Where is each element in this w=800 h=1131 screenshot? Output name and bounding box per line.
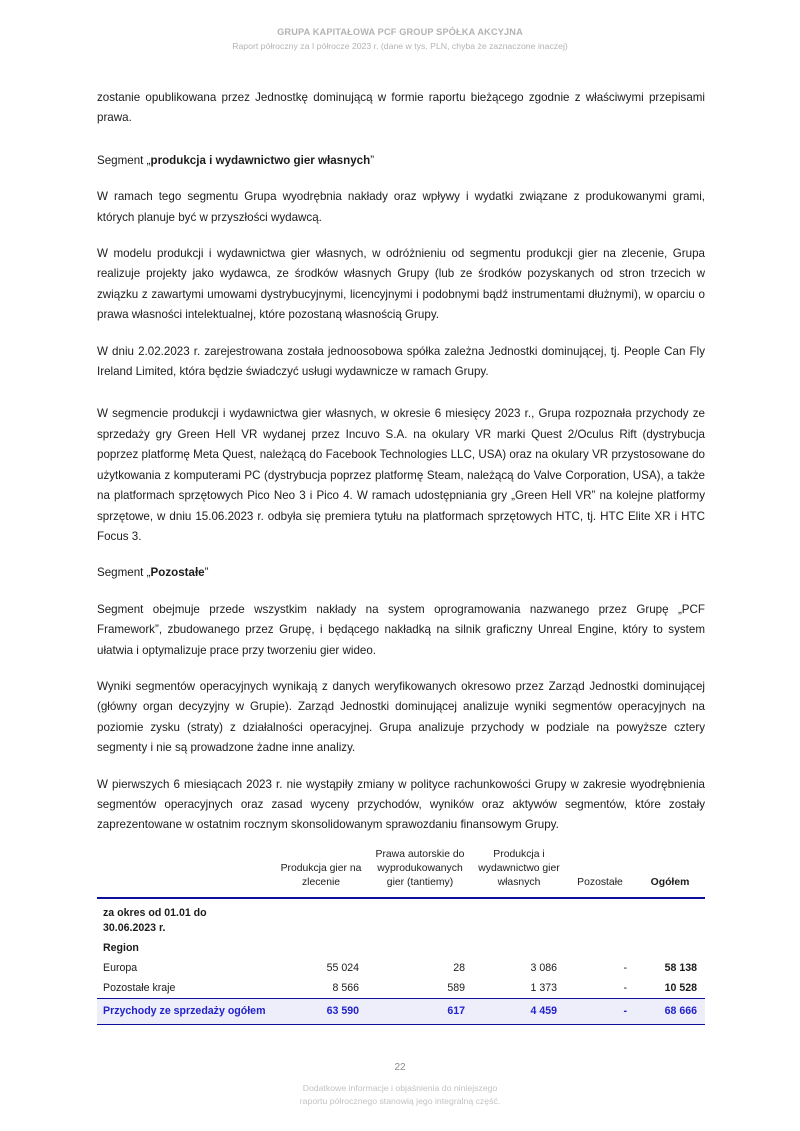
paragraph-subsidiary-registration: W dniu 2.02.2023 r. zarejestrowana została jednoosobowa spółka zależna Jednostki dominującej, tj. People Can Fly Ireland Limited, która będzie świadczyć usługi wydawnicze w ramach Grupy. bbox=[97, 344, 705, 379]
region-label: Region bbox=[103, 941, 139, 954]
cell-europe-total: 58 138 bbox=[664, 962, 697, 975]
paragraph-segment-scope: W ramach tego segmentu Grupa wyodrębnia nakłady oraz wpływy i wydatki związane z produkowanymi grami, których planuje być w przyszłości wydawcą. bbox=[97, 190, 705, 224]
column-header-own-games: Produkcja i wydawnictwo gier własnych bbox=[478, 849, 560, 889]
page-number: 22 bbox=[394, 1062, 406, 1073]
cell-europe-royalties: 28 bbox=[453, 962, 465, 975]
cell-europe-own-games: 3 086 bbox=[530, 962, 557, 975]
table-row-period bbox=[97, 898, 705, 939]
cell-europe-other: - bbox=[623, 962, 627, 975]
table-row-total bbox=[97, 999, 705, 1025]
period-label bbox=[97, 898, 275, 939]
header-report-subtitle: Raport półroczny za I półrocze 2023 r. (dane w tys. PLN, chyba że zaznaczone inaczej) bbox=[232, 41, 568, 51]
segment-heading-other-prefix: Segment „ bbox=[97, 566, 151, 580]
cell-total-other: - bbox=[565, 999, 635, 1025]
segment-heading-other-suffix: ” bbox=[204, 566, 209, 580]
paragraph-publishing-model: W modelu produkcji i wydawnictwa gier własnych, w odróżnieniu od segmentu produkcji gier na zlecenie, Grupa realizuje projekty jako wydawca, ze środków własnych Grupy (lub ze środków pozyskanych od stron trzecich w związku z zawartymi umowami dystrybucyjnymi, licencyjnymi i podobnymi bądź instrumentami dłużnymi), w oparciu o prawa własności intelektualnej, które pozostaną własnością Grupy. bbox=[97, 247, 705, 322]
period-label-line2: 30.06.2023 r. bbox=[103, 922, 166, 935]
region-spacer-5 bbox=[635, 939, 705, 960]
region-spacer-2 bbox=[367, 939, 473, 960]
cell-other-countries-contract: 8 566 bbox=[332, 981, 359, 994]
region-spacer-4 bbox=[565, 939, 635, 960]
period-spacer-2 bbox=[367, 898, 473, 939]
paragraph-pcf-framework: Segment obejmuje przede wszystkim nakłady na system oprogramowania nazwanego przez Grupę „PCF Framework”, zbudowanego przez Grupę, i będącego nakładką na silnik graficzny Unreal Engine, który to system ułatwia i optymalizuje prace przy tworzeniu gier wideo. bbox=[97, 602, 705, 657]
document-body bbox=[97, 88, 705, 836]
paragraph-green-hell-vr: W segmencie produkcji i wydawnictwa gier własnych, w okresie 6 miesięcy 2023 r., Grupa rozpoznała przychody ze sprzedaży gry Green Hell VR wydanej przez Incuvo S.A. na okulary VR marki Quest 2/Oculus Rift (dystrybucja poprzez platformę Meta Quest, należącą do Facebook Technologies LLC, USA) oraz na okulary VR przystosowane do użytkowania z komputerami PC (dystrybucja poprzez platformę Steam, należącą do Valve Corporation, USA), a także na platformach sprzętowych Pico Neo 3 i Pico 4. W ramach udostępniania gry „Green Hell VR” na kolejne platformy sprzętowe, w dniu 15.06.2023 r. odbyła się premiera tytułu na platformach sprzętowych HTC, tj. HTC Elite XR i HTC Focus 3. bbox=[97, 407, 705, 543]
table-row bbox=[97, 979, 705, 999]
footer-note-line2: raportu półrocznego stanowią jego integralną część. bbox=[299, 1096, 501, 1106]
paragraph-segment-results: Wyniki segmentów operacyjnych wynikają z danych weryfikowanych okresowo przez Zarząd Jednostki dominującej (główny organ decyzyjny w Grupie). Zarząd Jednostki dominującej analizuje wyniki segmentów operacyjnych na poziomie zysku (straty) z działalności operacyjnej. Grupa analizuje przychody w podziale na powyższe cztery segmenty i nie są prowadzone żadne inne analizy. bbox=[97, 679, 705, 755]
cell-other-countries-royalties: 589 bbox=[447, 981, 465, 994]
cell-other-countries-own-games: 1 373 bbox=[530, 981, 557, 994]
table-row-region-heading bbox=[97, 939, 705, 960]
segment-heading-other-title: Pozostałe bbox=[150, 566, 205, 580]
cell-europe-contract: 55 024 bbox=[326, 962, 359, 975]
segment-heading-other bbox=[97, 563, 705, 583]
running-footer bbox=[0, 1082, 800, 1108]
footer-note-line1: Dodatkowe informacje i objaśnienia do niniejszego bbox=[302, 1083, 498, 1093]
period-label-line1: za okres od 01.01 do bbox=[103, 906, 207, 919]
region-spacer-3 bbox=[473, 939, 565, 960]
period-spacer-5 bbox=[635, 898, 705, 939]
cell-total-contract: 63 590 bbox=[275, 999, 367, 1025]
column-header-other: Pozostałe bbox=[577, 877, 623, 889]
running-header bbox=[0, 26, 800, 53]
cell-other-countries-total: 10 528 bbox=[664, 981, 697, 994]
segment-revenue-table bbox=[97, 848, 705, 1025]
cell-total-own-games: 4 459 bbox=[473, 999, 565, 1025]
period-spacer-3 bbox=[473, 898, 565, 939]
region-spacer-1 bbox=[275, 939, 367, 960]
segment-heading-suffix: ” bbox=[370, 153, 375, 167]
period-spacer-4 bbox=[565, 898, 635, 939]
table-header-row bbox=[97, 848, 705, 898]
segment-heading-title: produkcja i wydawnictwo gier własnych bbox=[150, 153, 371, 167]
segment-heading-prefix: Segment „ bbox=[97, 153, 151, 167]
column-header-total: Ogółem bbox=[650, 877, 690, 889]
segment-revenue-table-wrapper bbox=[97, 848, 705, 1025]
header-company-name: GRUPA KAPITAŁOWA PCF GROUP SPÓŁKA AKCYJNA bbox=[277, 27, 523, 37]
table-header bbox=[97, 848, 705, 898]
cell-total-royalties: 617 bbox=[367, 999, 473, 1025]
column-header-contract-production: Produkcja gier na zlecenie bbox=[280, 863, 362, 889]
cell-other-countries-other: - bbox=[623, 981, 627, 994]
row-label-other-countries: Pozostałe kraje bbox=[103, 981, 176, 994]
table-body bbox=[97, 898, 705, 1025]
cell-total-overall: 68 666 bbox=[635, 999, 705, 1025]
row-label-europe: Europa bbox=[103, 962, 138, 975]
paragraph-intro: zostanie opublikowana przez Jednostkę dominującą w formie raportu bieżącego zgodnie z właściwymi przepisami prawa. bbox=[97, 91, 705, 125]
column-header-blank bbox=[97, 848, 275, 898]
column-header-royalties: Prawa autorskie do wyprodukowanych gier (tantiemy) bbox=[375, 849, 465, 889]
segment-heading-own-games bbox=[97, 151, 705, 171]
period-spacer-1 bbox=[275, 898, 367, 939]
paragraph-no-policy-changes: W pierwszych 6 miesiącach 2023 r. nie wystąpiły zmiany w polityce rachunkowości Grupy w zakresie wyodrębnienia segmentów operacyjnych oraz zasad wyceny przychodów, wyników oraz aktywów segmentów, które zostały zaprezentowane w ostatnim rocznym skonsolidowanym sprawozdaniu finansowym Grupy. bbox=[97, 777, 705, 832]
table-row bbox=[97, 959, 705, 979]
total-row-label: Przychody ze sprzedaży ogółem bbox=[97, 999, 275, 1025]
